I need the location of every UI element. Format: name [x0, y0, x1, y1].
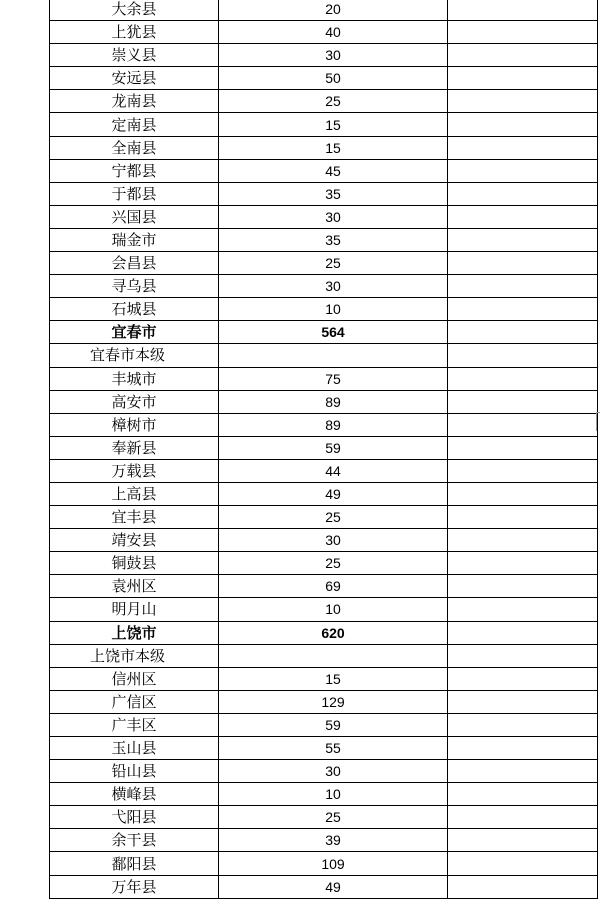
table-row: [50, 413, 598, 436]
value-cell: 10: [219, 783, 448, 806]
region-name-cell: 信州区: [50, 667, 219, 690]
region-name-cell: 靖安县: [50, 529, 219, 552]
table-row: [50, 575, 598, 598]
value-cell: 25: [219, 90, 448, 113]
table-row: [50, 783, 598, 806]
region-name-cell: 寻乌县: [50, 275, 219, 298]
remark-cell: [448, 783, 598, 806]
value-cell: 45: [219, 159, 448, 182]
value-cell: 15: [219, 136, 448, 159]
value-cell: 15: [219, 113, 448, 136]
city-total-row: [50, 621, 598, 644]
table-row: [50, 829, 598, 852]
region-name-cell: 宁都县: [50, 159, 219, 182]
region-name-cell: 上饶市: [50, 621, 219, 644]
remark-cell: [448, 737, 598, 760]
remark-cell: [448, 806, 598, 829]
table-row: [50, 67, 598, 90]
remark-cell: [448, 459, 598, 482]
table-row: [50, 344, 598, 367]
region-name-cell: 全南县: [50, 136, 219, 159]
table-row: [50, 529, 598, 552]
region-name-cell: 兴国县: [50, 205, 219, 228]
margin-mark: [596, 412, 600, 431]
remark-cell: [448, 852, 598, 875]
value-cell: 59: [219, 436, 448, 459]
remark-cell: [448, 575, 598, 598]
value-cell: 49: [219, 875, 448, 898]
region-name-cell: 上饶市本级: [50, 644, 219, 667]
table-body: [50, 0, 598, 898]
region-name-cell: 宜丰县: [50, 506, 219, 529]
region-name-cell: 弋阳县: [50, 806, 219, 829]
table-row: [50, 667, 598, 690]
remark-cell: [448, 90, 598, 113]
region-name-cell: 宜春市: [50, 321, 219, 344]
remark-cell: [448, 321, 598, 344]
region-name-cell: 会昌县: [50, 252, 219, 275]
table-row: [50, 21, 598, 44]
region-name-cell: 大余县: [50, 0, 219, 21]
remark-cell: [448, 482, 598, 505]
region-name-cell: 安远县: [50, 67, 219, 90]
remark-cell: [448, 390, 598, 413]
remark-cell: [448, 690, 598, 713]
remark-cell: [448, 829, 598, 852]
region-name-cell: 万载县: [50, 459, 219, 482]
value-cell: 35: [219, 228, 448, 251]
remark-cell: [448, 0, 598, 21]
table-row: [50, 552, 598, 575]
table-row: [50, 182, 598, 205]
remark-cell: [448, 182, 598, 205]
region-name-cell: 于都县: [50, 182, 219, 205]
region-name-cell: 横峰县: [50, 783, 219, 806]
region-name-cell: 定南县: [50, 113, 219, 136]
table-row: [50, 598, 598, 621]
table-row: [50, 482, 598, 505]
value-cell: 30: [219, 44, 448, 67]
region-name-cell: 余干县: [50, 829, 219, 852]
table-row: [50, 159, 598, 182]
value-cell: 69: [219, 575, 448, 598]
table-row: [50, 852, 598, 875]
value-cell: 44: [219, 459, 448, 482]
value-cell: 30: [219, 275, 448, 298]
value-cell: 25: [219, 806, 448, 829]
table-row: [50, 390, 598, 413]
remark-cell: [448, 598, 598, 621]
table-row: [50, 644, 598, 667]
region-name-cell: 明月山: [50, 598, 219, 621]
region-name-cell: 丰城市: [50, 367, 219, 390]
value-cell: 40: [219, 21, 448, 44]
value-cell: 30: [219, 205, 448, 228]
table-row: [50, 506, 598, 529]
region-name-cell: 宜春市本级: [50, 344, 219, 367]
remark-cell: [448, 667, 598, 690]
remark-cell: [448, 344, 598, 367]
remark-cell: [448, 275, 598, 298]
remark-cell: [448, 760, 598, 783]
region-name-cell: 高安市: [50, 390, 219, 413]
value-cell: 50: [219, 67, 448, 90]
remark-cell: [448, 21, 598, 44]
remark-cell: [448, 552, 598, 575]
value-cell: 25: [219, 506, 448, 529]
remark-cell: [448, 136, 598, 159]
table-row: [50, 228, 598, 251]
region-name-cell: 龙南县: [50, 90, 219, 113]
remark-cell: [448, 113, 598, 136]
table-row: [50, 737, 598, 760]
table-row: [50, 760, 598, 783]
region-name-cell: 上高县: [50, 482, 219, 505]
table-row: [50, 875, 598, 898]
allocation-table: [49, 0, 598, 899]
region-name-cell: 广丰区: [50, 713, 219, 736]
value-cell: 20: [219, 0, 448, 21]
region-name-cell: 袁州区: [50, 575, 219, 598]
remark-cell: [448, 367, 598, 390]
value-cell: 75: [219, 367, 448, 390]
remark-cell: [448, 252, 598, 275]
value-cell: 39: [219, 829, 448, 852]
remark-cell: [448, 67, 598, 90]
value-cell: 89: [219, 390, 448, 413]
value-cell: 30: [219, 529, 448, 552]
region-name-cell: 广信区: [50, 690, 219, 713]
table-row: [50, 436, 598, 459]
table-row: [50, 252, 598, 275]
value-cell: [219, 644, 448, 667]
remark-cell: [448, 875, 598, 898]
table-row: [50, 275, 598, 298]
value-cell: 15: [219, 667, 448, 690]
region-name-cell: 樟树市: [50, 413, 219, 436]
region-name-cell: 瑞金市: [50, 228, 219, 251]
value-cell: 129: [219, 690, 448, 713]
region-name-cell: 铅山县: [50, 760, 219, 783]
value-cell: [219, 344, 448, 367]
remark-cell: [448, 298, 598, 321]
value-cell: 25: [219, 552, 448, 575]
remark-cell: [448, 205, 598, 228]
value-cell: 564: [219, 321, 448, 344]
table-row: [50, 136, 598, 159]
value-cell: 620: [219, 621, 448, 644]
value-cell: 25: [219, 252, 448, 275]
remark-cell: [448, 159, 598, 182]
table-row: [50, 367, 598, 390]
region-name-cell: 石城县: [50, 298, 219, 321]
table-row: [50, 90, 598, 113]
value-cell: 89: [219, 413, 448, 436]
remark-cell: [448, 529, 598, 552]
value-cell: 30: [219, 760, 448, 783]
table-row: [50, 44, 598, 67]
remark-cell: [448, 644, 598, 667]
table-row: [50, 298, 598, 321]
remark-cell: [448, 506, 598, 529]
city-total-row: [50, 321, 598, 344]
value-cell: 109: [219, 852, 448, 875]
table-row: [50, 0, 598, 21]
value-cell: 10: [219, 598, 448, 621]
table-row: [50, 113, 598, 136]
value-cell: 10: [219, 298, 448, 321]
region-name-cell: 崇义县: [50, 44, 219, 67]
region-name-cell: 上犹县: [50, 21, 219, 44]
value-cell: 59: [219, 713, 448, 736]
remark-cell: [448, 621, 598, 644]
region-name-cell: 玉山县: [50, 737, 219, 760]
remark-cell: [448, 713, 598, 736]
remark-cell: [448, 413, 598, 436]
region-name-cell: 铜鼓县: [50, 552, 219, 575]
region-name-cell: 鄱阳县: [50, 852, 219, 875]
table-row: [50, 205, 598, 228]
remark-cell: [448, 44, 598, 67]
value-cell: 55: [219, 737, 448, 760]
value-cell: 49: [219, 482, 448, 505]
region-name-cell: 万年县: [50, 875, 219, 898]
region-name-cell: 奉新县: [50, 436, 219, 459]
remark-cell: [448, 436, 598, 459]
table-row: [50, 806, 598, 829]
remark-cell: [448, 228, 598, 251]
value-cell: 35: [219, 182, 448, 205]
table-row: [50, 459, 598, 482]
table-row: [50, 713, 598, 736]
table-row: [50, 690, 598, 713]
